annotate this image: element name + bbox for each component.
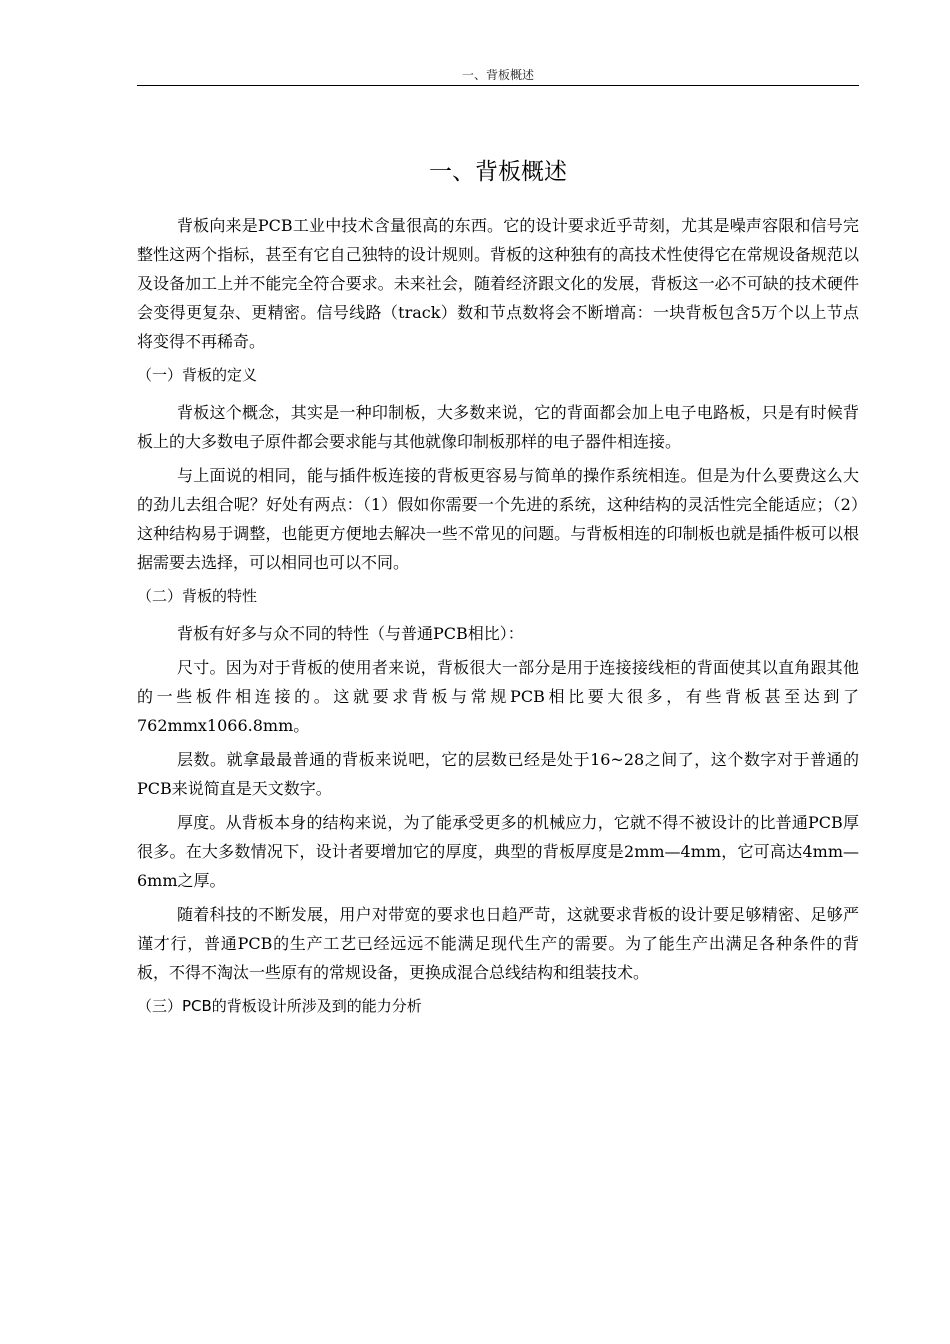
header-rule <box>137 85 859 86</box>
characteristics-paragraph-thickness: 厚度。从背板本身的结构来说，为了能承受更多的机械应力，它就不得不被设计的比普通PCB厚很多。在大多数情况下，设计者要增加它的厚度，典型的背板厚度是2mm—4mm，它可高达4mm—6mm之厚。 <box>137 813 859 890</box>
document-body <box>137 211 859 1029</box>
definition-paragraph-2: 与上面说的相同，能与插件板连接的背板更容易与简单的操作系统相连。但是为什么要费这么大的劲儿去组合呢？好处有两点：（1）假如你需要一个先进的系统，这种结构的灵活性完全能适应；（2）这种结构易于调整，也能更方便地去解决一些不常见的问题。与背板相连的印制板也就是插件板可以根据需要去选择，可以相同也可以不同。 <box>137 466 859 572</box>
characteristics-paragraph-development: 随着科技的不断发展，用户对带宽的要求也日趋严苛，这就要求背板的设计要足够精密、足够严谨才行，普通PCB的生产工艺已经远远不能满足现代生产的需要。为了能生产出满足各种条件的背板，不得不淘汰一些原有的常规设备，更换成混合总线结构和组装技术。 <box>137 905 859 982</box>
document-title: 一、背板概述 <box>429 159 567 185</box>
section-heading-capability-analysis: （三）PCB的背板设计所涉及到的能力分析 <box>137 997 422 1015</box>
intro-paragraph: 背板向来是PCB工业中技术含量很高的东西。它的设计要求近乎苛刻，尤其是噪声容限和信号完整性这两个指标，甚至有它自己独特的设计规则。背板的这种独有的高技术性使得它在常规设备规范以及设备加工上并不能完全符合要求。未来社会，随着经济跟文化的发展，背板这一必不可缺的技术硬件会变得更复杂、更精密。信号线路（track）数和节点数将会不断增高：一块背板包含5万个以上节点将变得不再稀奇。 <box>137 216 859 351</box>
section-heading-characteristics: （二）背板的特性 <box>137 587 258 605</box>
section-heading-definition: （一）背板的定义 <box>137 366 258 384</box>
definition-paragraph-1: 背板这个概念，其实是一种印制板，大多数来说，它的背面都会加上电子电路板，只是有时候背板上的大多数电子原件都会要求能与其他就像印制板那样的电子器件相连接。 <box>137 403 859 451</box>
characteristics-paragraph-layers: 层数。就拿最最普通的背板来说吧，它的层数已经是处于16~28之间了，这个数字对于普通的PCB来说简直是天文数字。 <box>137 750 859 798</box>
characteristics-paragraph-1: 背板有好多与众不同的特性（与普通PCB相比）： <box>177 624 524 643</box>
characteristics-paragraph-size: 尺寸。因为对于背板的使用者来说，背板很大一部分是用于连接接线柜的背面使其以直角跟其他的一些板件相连接的。这就要求背板与常规PCB相比要大很多，有些背板甚至达到了762mmx1066.8mm。 <box>137 658 859 735</box>
running-header: 一、背板概述 <box>461 68 534 82</box>
